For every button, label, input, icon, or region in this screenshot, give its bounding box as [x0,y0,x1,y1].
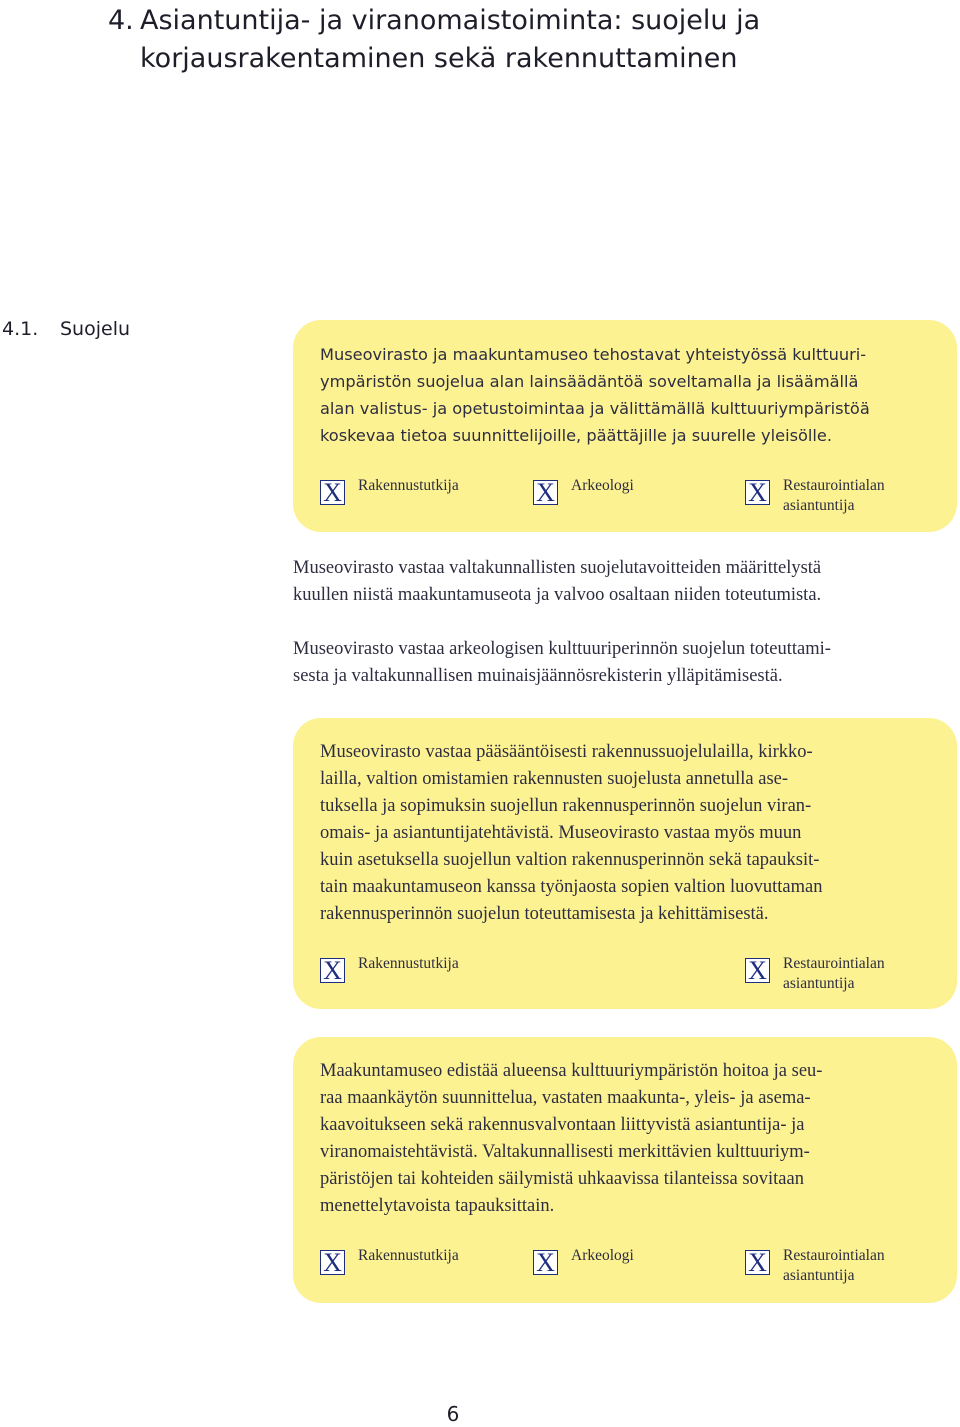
info-box-text: Museovirasto vastaa pääsääntöisesti rakennussuojelulailla, kirkko- lailla, valtion omistamien rakennusten suojelusta annetulla ase- tuksella ja sopimuksin suojellun rakennusperinnön suojelun viran- omais- ja asiantuntijatehtävistä. Museovirasto vastaa myös muun kuin asetuksella suojellun valtion rakennusperinnön sekä tapauksit- tain maakuntamuseon kanssa työnjaosta sopien valtion luovuttaman rakennusperinnön suojelun toteuttamisesta ja kehittämisestä. [320,742,823,924]
page-number: 6 [446,1402,460,1426]
role-label: Restaurointialan asiantuntija [783,1247,885,1284]
role-archaeologist [533,476,634,505]
paragraph-national-goals: Museovirasto vastaa valtakunnallisten suojelutavoitteiden määrittelystä kuullen niistä maakuntamuseota ja valvoo osaltaan niiden toteutumista. [293,558,822,605]
chapter-title-line-1: Asiantuntija- ja viranomaistoiminta: suojelu ja [140,5,761,36]
x-checkbox-icon: X [533,480,558,505]
section-heading [2,316,130,342]
info-box-cooperation [293,320,957,532]
x-checkbox-icon: X [745,958,770,983]
chapter-heading [108,2,928,78]
info-box-text: Museovirasto ja maakuntamuseo tehostavat yhteistyössä kulttuuri- ympäristön suojelua alan lainsäädäntöä soveltamalla ja lisäämällä alan valistus- ja opetustoimintaa ja välittämällä kulttuuriympäristöä koskevaa tietoa suunnittelijoille, päättäjille ja suurelle yleisölle. [320,345,870,445]
x-checkbox-icon: X [320,1250,345,1275]
x-checkbox-icon: X [745,1250,770,1275]
info-box-regional-museum [293,1037,957,1303]
chapter-number: 4. [108,5,134,36]
role-label: Restaurointialan asiantuntija [783,955,885,992]
section-title: Suojelu [60,318,131,340]
x-checkbox-icon: X [533,1250,558,1275]
role-label: Rakennustutkija [358,1247,459,1264]
role-building-researcher [320,1246,459,1275]
role-label: Rakennustutkija [358,477,459,494]
info-box-text: Maakuntamuseo edistää alueensa kulttuuriympäristön hoitoa ja seu- raa maankäytön suunnittelua, vastaten maakunta-, yleis- ja asema- kaavoitukseen sekä rakennusvalvontaan liittyvistä asiantuntija- ja viranomaistehtävistä. Valtakunnallisesti merkittävien kulttuuriym- päristöjen tai kohteiden säilymistä uhkaavissa tilanteissa sovitaan menettelytavoista tapauksittain. [320,1061,823,1216]
x-checkbox-icon: X [745,480,770,505]
section-number: 4.1. [2,318,39,340]
role-restoration-expert [745,1246,885,1286]
role-label: Restaurointialan asiantuntija [783,477,885,514]
role-label: Rakennustutkija [358,955,459,972]
info-box-building-protection [293,718,957,1009]
chapter-title-line-2: korjausrakentaminen sekä rakennuttaminen [140,43,738,74]
x-checkbox-icon: X [320,480,345,505]
role-building-researcher [320,476,459,505]
role-restoration-expert [745,954,885,994]
role-restoration-expert [745,476,885,516]
role-label: Arkeologi [571,477,634,494]
x-checkbox-icon: X [320,958,345,983]
paragraph-archaeological-heritage: Museovirasto vastaa arkeologisen kulttuuriperinnön suojelun toteuttami- sesta ja valtakunnallisen muinaisjäännösrekisterin ylläpitämisestä. [293,639,831,686]
role-label: Arkeologi [571,1247,634,1264]
role-building-researcher [320,954,459,983]
role-archaeologist [533,1246,634,1275]
